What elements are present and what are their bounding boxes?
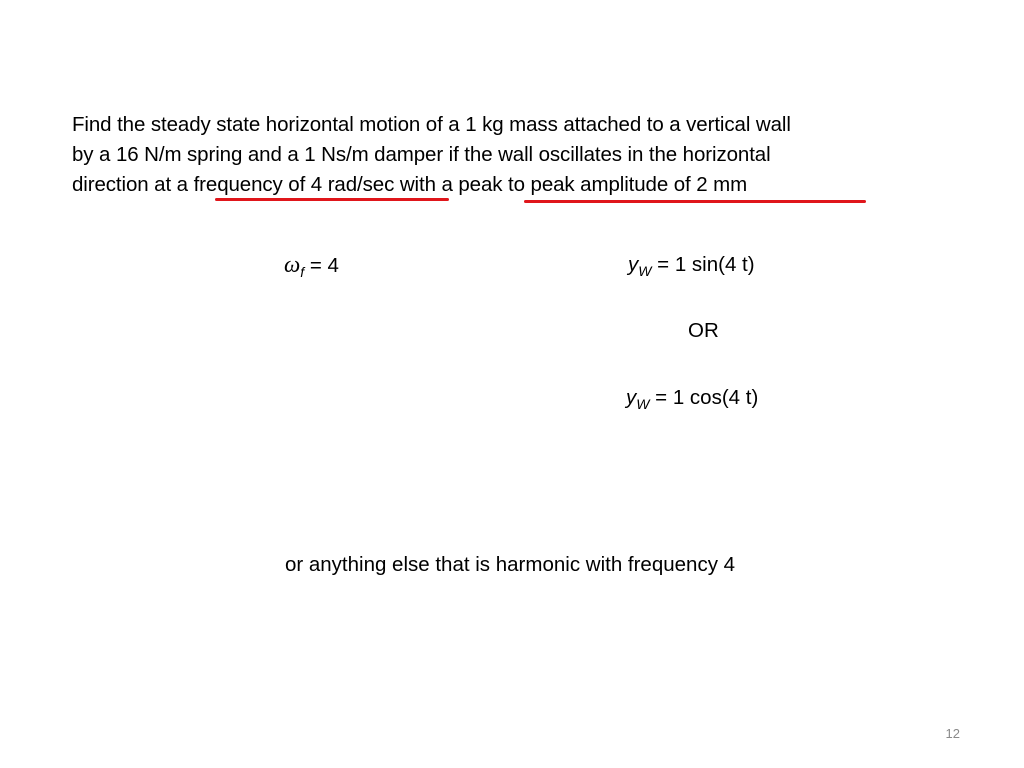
sin-variable: y xyxy=(628,253,639,276)
cos-expression: = 1 cos(4 t) xyxy=(649,386,759,409)
highlight-frequency: frequency of 4 rad/sec xyxy=(193,173,395,196)
cos-subscript: W xyxy=(636,396,650,412)
problem-statement xyxy=(72,110,932,200)
sin-equation xyxy=(628,253,755,279)
highlight-amplitude: peak to peak amplitude of 2 mm xyxy=(458,173,748,196)
omega-equation xyxy=(284,252,339,280)
omega-symbol: ω xyxy=(284,252,301,277)
problem-line-3-start: direction at a xyxy=(72,173,194,196)
sin-expression: = 1 sin(4 t) xyxy=(651,253,755,276)
problem-line-2: by a 16 N/m spring and a 1 Ns/m damper if the wall oscillates in the horizontal xyxy=(72,143,771,166)
cos-variable: y xyxy=(626,386,637,409)
problem-line-3 xyxy=(72,170,932,200)
or-label: OR xyxy=(688,319,719,342)
cos-equation xyxy=(626,386,758,412)
problem-line-1: Find the steady state horizontal motion of a 1 kg mass attached to a vertical wall xyxy=(72,113,791,136)
red-underline-amplitude xyxy=(524,200,866,203)
omega-value: = 4 xyxy=(304,254,339,277)
problem-line-3-middle: with a xyxy=(394,173,459,196)
harmonic-note: or anything else that is harmonic with frequency 4 xyxy=(284,553,736,576)
red-underline-frequency xyxy=(215,198,449,201)
page-number: 12 xyxy=(945,726,960,741)
sin-subscript: W xyxy=(638,263,652,279)
omega-subscript: f xyxy=(300,264,305,280)
